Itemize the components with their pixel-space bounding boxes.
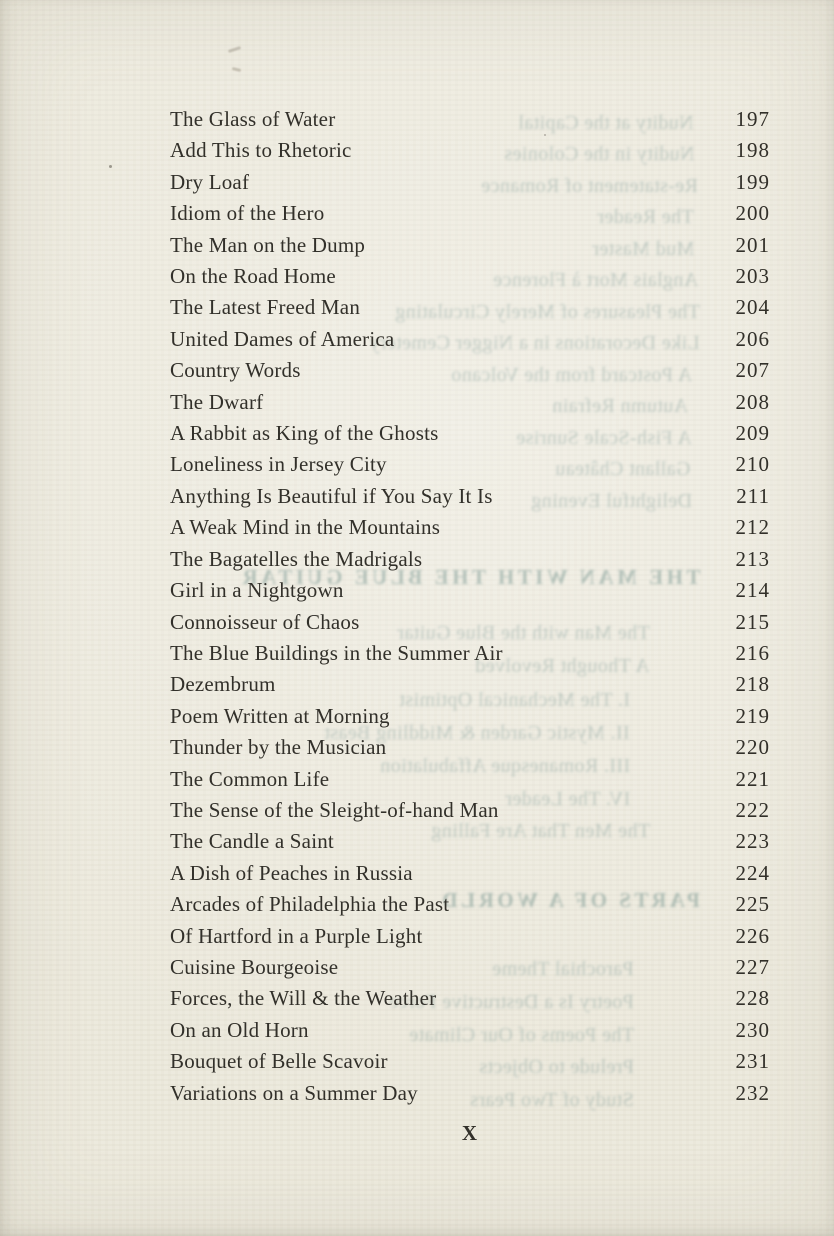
bleedthrough-line: IV. The Leader <box>504 788 630 810</box>
toc-entry-title: Variations on a Summer Day <box>170 1080 418 1105</box>
toc-entry-title: On the Road Home <box>170 264 336 289</box>
bleedthrough-line: Prelude to Objects <box>479 1056 634 1078</box>
toc-row <box>170 1015 770 1046</box>
toc-entry-title: Cuisine Bourgeoise <box>170 954 339 979</box>
toc-row <box>170 355 770 386</box>
toc-row <box>170 1078 770 1109</box>
toc-entry-title: On an Old Horn <box>170 1017 309 1042</box>
toc-entry-title: The Common Life <box>170 766 330 791</box>
toc-entry-page-number: 206 <box>735 326 770 351</box>
toc-row <box>170 921 770 952</box>
toc-entry-page-number: 209 <box>735 421 770 446</box>
toc-entry-title: The Blue Buildings in the Summer Air <box>170 640 503 665</box>
toc-entry-page-number: 216 <box>735 640 770 665</box>
toc-entry-title: A Dish of Peaches in Russia <box>170 860 413 885</box>
bleedthrough-line: The Man with the Blue Guitar <box>397 622 650 644</box>
toc-row <box>170 732 770 763</box>
toc-entry-title: The Man on the Dump <box>170 232 366 257</box>
pencil-mark <box>228 46 241 53</box>
bleedthrough-heading: PARTS OF A WORLD <box>439 888 700 912</box>
toc-entry-page-number: 226 <box>735 923 770 948</box>
toc-entry-page-number: 221 <box>735 766 770 791</box>
bleedthrough-line: Study of Two Pears <box>470 1089 634 1111</box>
toc-entry-title: A Weak Mind in the Mountains <box>170 515 441 540</box>
toc-row <box>170 889 770 920</box>
toc-row <box>170 449 770 480</box>
toc-row <box>170 104 770 135</box>
toc-entry-title: Country Words <box>170 358 301 383</box>
toc-row <box>170 292 770 323</box>
toc-row <box>170 607 770 638</box>
toc-row <box>170 167 770 198</box>
toc-row <box>170 198 770 229</box>
paper-speck <box>544 134 546 136</box>
folio-page-number: X <box>461 1121 479 1145</box>
toc-entry-title: Arcades of Philadelphia the Past <box>170 892 450 917</box>
toc-row <box>170 261 770 292</box>
toc-entry-title: Girl in a Nightgown <box>170 578 344 603</box>
toc-row <box>170 418 770 449</box>
bleedthrough-line: I. The Mechanical Optimist <box>398 689 630 711</box>
bleedthrough-line: Like Decorations in a Nigger Cemetery <box>369 332 700 354</box>
toc-entry-title: Dry Loaf <box>170 169 250 194</box>
bleedthrough-line: II. Mystic Garden & Middling Beast <box>324 722 630 744</box>
toc-entry-title: Anything Is Beautiful if You Say It Is <box>170 483 493 508</box>
bleedthrough-line: Delightful Evening <box>530 490 692 512</box>
toc-entry-page-number: 210 <box>735 452 770 477</box>
bleedthrough-line: Nudity at the Capital <box>518 112 694 134</box>
toc-entry-title: Loneliness in Jersey City <box>170 452 387 477</box>
toc-entry-page-number: 218 <box>735 672 770 697</box>
toc-entry-page-number: 201 <box>735 232 770 257</box>
toc-entry-page-number: 231 <box>735 1049 770 1074</box>
toc-row <box>170 544 770 575</box>
toc-entry-title: The Glass of Water <box>170 107 336 131</box>
bleedthrough-line: Nudity in the Colonies <box>503 143 694 165</box>
toc-entry-title: The Latest Freed Man <box>170 295 361 320</box>
toc-entry-title: Forces, the Will & the Weather <box>170 986 437 1011</box>
toc-row <box>170 983 770 1014</box>
bleedthrough-line: Parochial Theme <box>492 958 634 980</box>
toc-entry-page-number: 199 <box>735 169 770 194</box>
toc-row <box>170 701 770 732</box>
toc-entry-page-number: 198 <box>735 138 770 163</box>
bleedthrough-line: Mud Master <box>591 238 694 260</box>
bleedthrough-line: III. Romanesque Affabulation <box>379 755 630 777</box>
toc-entry-page-number: 204 <box>735 295 770 320</box>
toc-entry-page-number: 228 <box>735 986 770 1011</box>
toc-entry-page-number: 211 <box>736 483 770 508</box>
toc-row <box>170 826 770 857</box>
bleedthrough-line: A Postcard from the Volcano <box>450 364 692 386</box>
toc-entry-page-number: 224 <box>735 860 770 885</box>
toc-entry-page-number: 214 <box>735 578 770 603</box>
toc-row <box>170 1046 770 1077</box>
bleedthrough-heading: THE MAN WITH THE BLUE GUITAR <box>238 565 700 589</box>
toc-entry-title: Thunder by the Musician <box>170 735 387 760</box>
bleedthrough-line: The Pleasures of Merely Circulating <box>394 301 700 323</box>
toc-entry-title: Dezembrum <box>170 672 276 697</box>
toc-entry-page-number: 219 <box>735 703 770 728</box>
toc-row <box>170 481 770 512</box>
toc-entry-title: United Dames of America <box>170 326 395 351</box>
toc-entry-page-number: 220 <box>735 735 770 760</box>
toc-entry-title: The Dwarf <box>170 389 264 414</box>
toc-entry-title: Idiom of the Hero <box>170 201 325 226</box>
toc-entry-title: Poem Written at Morning <box>170 703 390 728</box>
toc-entry-page-number: 203 <box>735 264 770 289</box>
toc-list <box>170 104 770 1109</box>
toc-entry-page-number: 200 <box>735 201 770 226</box>
bleedthrough-line: Anglais Mort à Florence <box>492 269 698 291</box>
toc-row <box>170 638 770 669</box>
toc-entry-page-number: 197 <box>735 107 770 131</box>
toc-row <box>170 669 770 700</box>
toc-entry-page-number: 213 <box>735 546 770 571</box>
toc-entry-page-number: 232 <box>735 1080 770 1105</box>
bleedthrough-line: Re-statement of Romance <box>481 175 698 197</box>
toc-entry-page-number: 222 <box>735 797 770 822</box>
toc-entry-page-number: 225 <box>735 892 770 917</box>
pencil-mark <box>232 67 241 72</box>
toc-entry-page-number: 223 <box>735 829 770 854</box>
bleedthrough-line: A Thought Revolved <box>475 655 650 677</box>
toc-entry-title: The Bagatelles the Madrigals <box>170 546 423 571</box>
toc-row <box>170 512 770 543</box>
toc-row <box>170 764 770 795</box>
toc-entry-title: Bouquet of Belle Scavoir <box>170 1049 388 1074</box>
toc-entry-page-number: 208 <box>735 389 770 414</box>
toc-entry-page-number: 215 <box>735 609 770 634</box>
toc-row <box>170 575 770 606</box>
toc-row <box>170 858 770 889</box>
paper-speck <box>109 165 112 168</box>
toc-entry-page-number: 212 <box>735 515 770 540</box>
toc-row <box>170 952 770 983</box>
toc-row <box>170 795 770 826</box>
toc-entry-title: A Rabbit as King of the Ghosts <box>170 421 439 446</box>
toc-entry-page-number: 207 <box>735 358 770 383</box>
toc-entry-page-number: 227 <box>735 954 770 979</box>
bleedthrough-line: A Fish-Scale Sunrise <box>516 427 692 449</box>
bleedthrough-line: Poetry Is a Destructive Force <box>389 991 634 1013</box>
toc-row <box>170 230 770 261</box>
toc-row <box>170 324 770 355</box>
toc-entry-page-number: 230 <box>735 1017 770 1042</box>
toc-entry-title: Of Hartford in a Purple Light <box>170 923 423 948</box>
bleedthrough-line: Autumn Refrain <box>551 395 688 417</box>
bleedthrough-line: The Poems of Our Climate <box>408 1024 634 1046</box>
toc-row <box>170 387 770 418</box>
toc-entry-title: Connoisseur of Chaos <box>170 609 360 634</box>
toc-entry-title: The Candle a Saint <box>170 829 334 854</box>
toc-entry-title: Add This to Rhetoric <box>170 138 352 163</box>
bleedthrough-line: Gallant Château <box>554 458 690 480</box>
toc-row <box>170 135 770 166</box>
bleedthrough-line: The Men That Are Falling <box>430 820 650 842</box>
toc-entry-title: The Sense of the Sleight-of-hand Man <box>170 797 499 822</box>
bleedthrough-line: The Reader <box>597 206 694 228</box>
